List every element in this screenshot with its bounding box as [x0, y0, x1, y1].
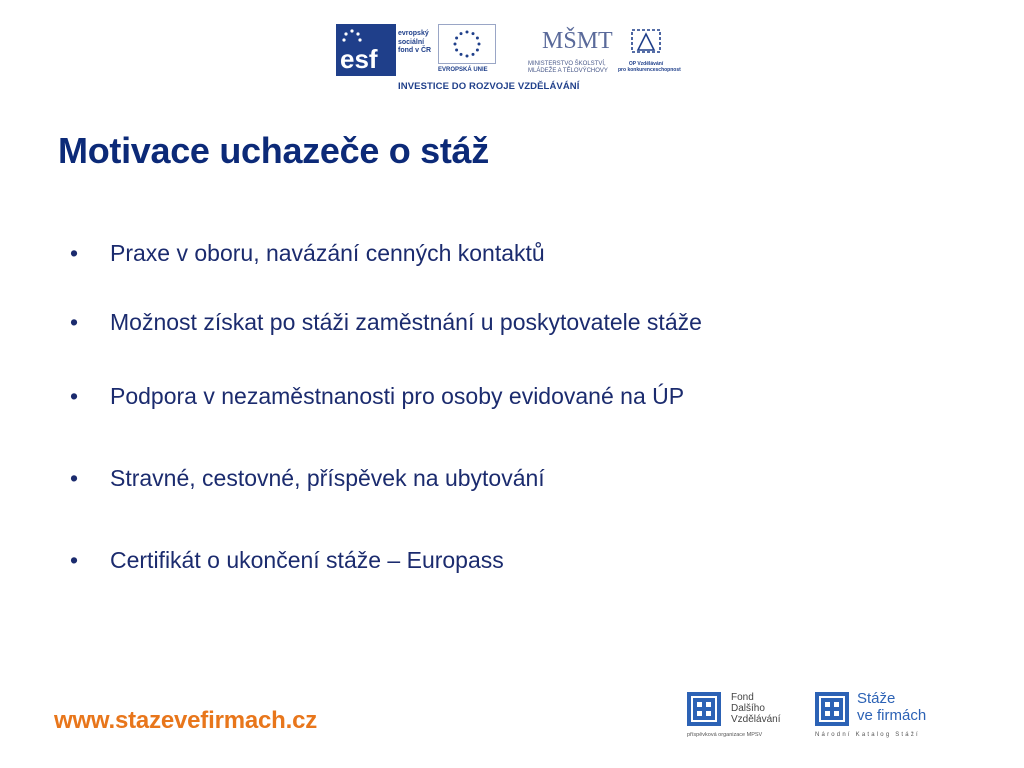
fdv-name: [731, 692, 780, 725]
band-caption: INVESTICE DO ROZVOJE VZDĚLÁVÁNÍ: [398, 81, 580, 92]
bullet-item: [70, 383, 684, 410]
esf-line: fond v ČR: [398, 47, 432, 55]
fdv-line: Vzdělávání: [731, 714, 781, 725]
bullet-marker: •: [70, 383, 79, 409]
stazeve-firmach-logo: [815, 692, 955, 742]
svf-name: [857, 690, 926, 724]
bullet-text: Praxe v oboru, navázání cenných kontaktů: [110, 240, 545, 266]
op-label: [618, 61, 681, 73]
msmt-mark: MŠMT: [542, 28, 613, 54]
fdv-subtitle: příspěvková organizace MPSV: [687, 732, 763, 738]
bullet-marker: •: [70, 309, 79, 335]
op-vk-logo: [618, 26, 681, 78]
bullet-text: Možnost získat po stáži zaměstnání u poskytovatele stáže: [110, 309, 702, 335]
svf-line: ve firmách: [857, 707, 927, 724]
bullet-item: [70, 240, 545, 267]
esf-line: sociální: [398, 38, 425, 46]
op-vk-icon: [626, 26, 666, 56]
bullet-item: [70, 465, 545, 492]
bullet-item: [70, 547, 504, 574]
msmt-line: MLÁDEŽE A TĚLOVÝCHOVY: [528, 68, 608, 74]
esf-logo: [336, 24, 434, 76]
bullet-text: Podpora v nezaměstnanosti pro osoby evidované na ÚP: [110, 383, 685, 409]
eu-flag-icon: [438, 24, 496, 64]
svf-subtitle: Národní Katalog Stáží: [815, 732, 920, 738]
esf-line: evropský: [398, 30, 429, 37]
logo-band: [336, 20, 681, 96]
eu-logo: [438, 24, 496, 76]
bullet-text: Stravné, cestovné, příspěvek na ubytování: [110, 465, 545, 491]
fdv-logo-icon: [687, 692, 721, 726]
slide-title: Motivace uchazeče o stáž: [58, 130, 489, 171]
bullet-item: [70, 309, 702, 336]
bullet-marker: •: [70, 240, 79, 266]
msmt-mark-icon: [540, 22, 613, 56]
svf-line: Stáže: [857, 690, 896, 707]
esf-mark: esf: [340, 44, 378, 74]
bullet-marker: •: [70, 547, 79, 573]
eu-label: EVROPSKÁ UNIE: [438, 67, 488, 73]
esf-logo-icon: [336, 24, 396, 76]
bullet-text: Certifikát o ukončení stáže – Europass: [110, 547, 504, 573]
stazeve-firmach-logo-icon: [815, 692, 849, 726]
msmt-logo: [528, 22, 613, 78]
fdv-logo: [687, 692, 797, 742]
esf-text: [398, 30, 431, 56]
fdv-line: Dalšího: [731, 703, 765, 714]
bullet-marker: •: [70, 465, 79, 491]
msmt-label: [528, 61, 608, 75]
fdv-line: Fond: [731, 692, 754, 703]
op-line: pro konkurenceschopnost: [618, 67, 681, 73]
website-link[interactable]: www.stazevefirmach.cz: [54, 707, 318, 734]
op-line: OP Vzdělávání: [628, 61, 664, 67]
msmt-line: MINISTERSTVO ŠKOLSTVÍ,: [528, 61, 606, 67]
